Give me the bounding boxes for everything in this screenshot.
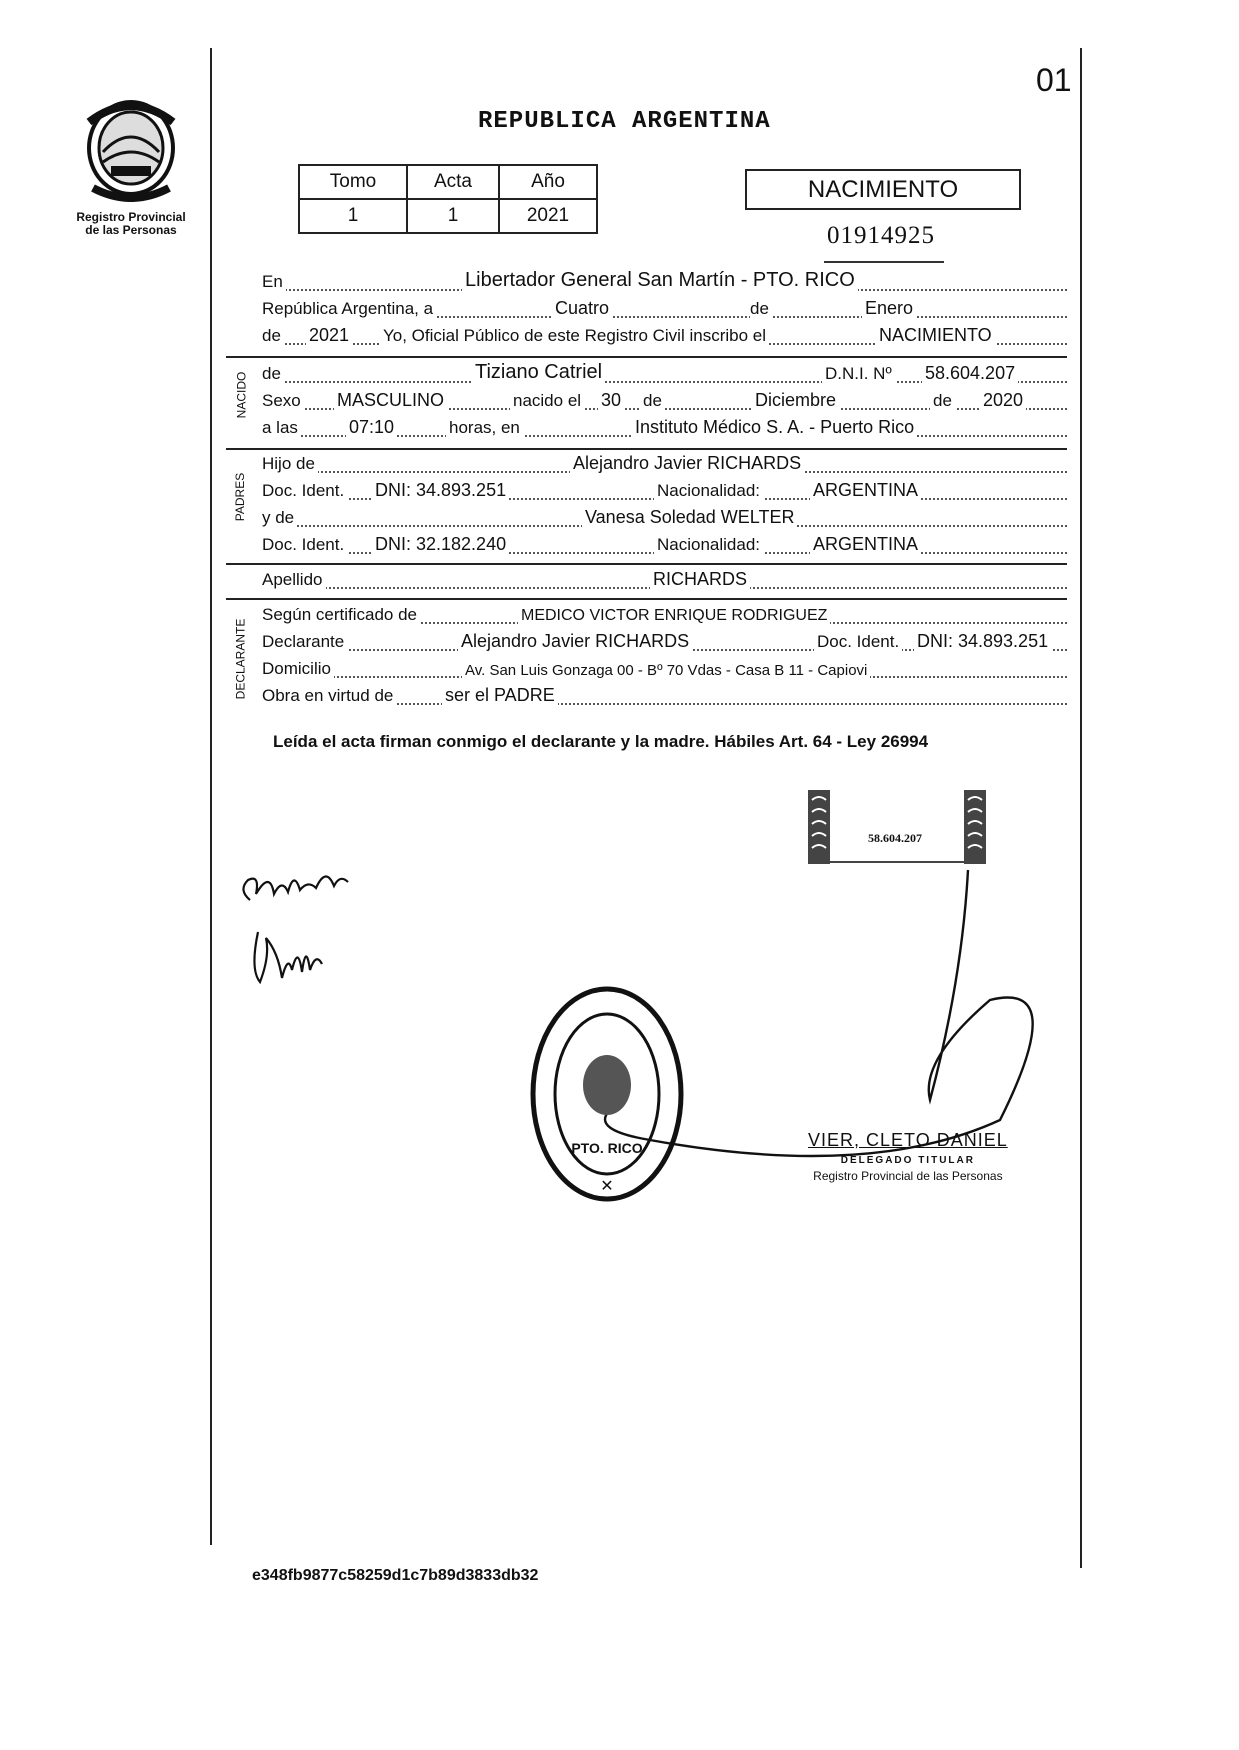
row-nacido-hora [262, 414, 1067, 441]
horas-en-label: horas, en [446, 418, 523, 438]
nacionalidad-label: Nacionalidad: [654, 535, 763, 555]
surname-value: RICHARDS [650, 569, 750, 590]
officer-block [808, 1130, 1008, 1183]
svg-text:✕: ✕ [600, 1178, 614, 1195]
acta-header: Acta [407, 165, 499, 199]
row-padre [262, 450, 1067, 477]
apellido-label: Apellido [262, 570, 326, 590]
nacido-section-label: NACIDO [234, 371, 249, 419]
de-label-5: de [930, 391, 955, 411]
logo-caption-line1: Registro Provincial [76, 210, 186, 224]
obra-label: Obra en virtud de [262, 686, 396, 706]
page-number: 01 [1036, 62, 1072, 98]
anio-value: 2021 [499, 199, 597, 233]
row-obra [262, 682, 1067, 709]
father-nationality-value: ARGENTINA [810, 480, 921, 501]
tomo-header: Tomo [299, 165, 407, 199]
closing-statement: Leída el acta firman conmigo el declarante y la madre. Hábiles Art. 64 - Ley 26994 [273, 732, 929, 751]
seal-center-text: PTO. RICO [571, 1140, 643, 1156]
acta-value: 1 [407, 199, 499, 233]
mother-name-value: Vanesa Soledad WELTER [582, 507, 797, 528]
row-republica [262, 295, 1067, 322]
sex-value: MASCULINO [334, 390, 447, 411]
left-margin-line [210, 48, 212, 1545]
record-type-box: NACIMIENTO [745, 169, 1021, 210]
padres-section-label: PADRES [233, 472, 248, 522]
sexo-label: Sexo [262, 391, 304, 411]
right-margin-line [1080, 48, 1082, 1568]
de-label-4: de [640, 391, 665, 411]
fingerprint-dni: 58.604.207 [868, 831, 922, 845]
a-las-label: a las [262, 418, 301, 438]
declarant-signature [243, 876, 348, 900]
mother-doc-value: DNI: 32.182.240 [372, 534, 509, 555]
en-label: En [262, 272, 286, 292]
anio-header: Año [499, 165, 597, 199]
dni-label: D.N.I. Nº [822, 364, 895, 384]
child-name-value: Tiziano Catriel [472, 361, 605, 384]
y-de-label: y de [262, 508, 297, 528]
declarante-section-label: DECLARANTE [233, 618, 248, 700]
row-en [262, 268, 1067, 295]
document-hash: e348fb9877c58259d1c7b89d3833db32 [252, 1567, 539, 1584]
day-text-value: Cuatro [552, 298, 612, 319]
birth-year-value: 2020 [980, 390, 1026, 411]
nacionalidad-label: Nacionalidad: [654, 481, 763, 501]
capacity-value: ser el PADRE [442, 685, 558, 706]
officer-name: VIER, CLETO DANIEL [808, 1130, 1008, 1150]
certificate-value: MEDICO VICTOR ENRIQUE RODRIGUEZ [518, 607, 830, 625]
document-title: REPUBLICA ARGENTINA [478, 108, 771, 135]
row-nacido-nombre [262, 360, 1067, 387]
father-doc-value: DNI: 34.893.251 [372, 480, 509, 501]
hijo-de-label: Hijo de [262, 454, 318, 474]
row-apellido [262, 566, 1067, 593]
serial-number: 01914925 [827, 222, 935, 249]
nacido-el-label: nacido el [510, 391, 584, 411]
birth-place-value: Instituto Médico S. A. - Puerto Rico [632, 417, 917, 438]
certificado-label: Según certificado de [262, 605, 420, 625]
fingerprint-block [808, 790, 986, 864]
declarant-name-value: Alejandro Javier RICHARDS [458, 631, 692, 652]
mother-nationality-value: ARGENTINA [810, 534, 921, 555]
de-label-3: de [262, 364, 284, 384]
tomo-value: 1 [299, 199, 407, 233]
row-year [262, 322, 1067, 349]
birth-day-value: 30 [598, 390, 624, 411]
row-padre-doc [262, 477, 1067, 504]
de-label-2: de [262, 326, 284, 346]
father-name-value: Alejandro Javier RICHARDS [570, 453, 804, 474]
row-madre-doc [262, 531, 1067, 558]
provincial-crest-icon [81, 92, 181, 202]
address-value: Av. San Luis Gonzaga 00 - Bº 70 Vdas - Casa B 11 - Capiovi [462, 662, 870, 679]
republica-label: República Argentina, a [262, 299, 436, 319]
year-value: 2021 [306, 325, 352, 346]
logo-caption-line2: de las Personas [85, 223, 177, 237]
domicilio-label: Domicilio [262, 659, 334, 679]
birth-time-value: 07:10 [346, 417, 397, 438]
row-declarante [262, 628, 1067, 655]
official-seal [530, 985, 685, 1203]
birth-month-value: Diciembre [752, 390, 839, 411]
doc-ident-label: Doc. Ident. [814, 632, 902, 652]
record-kind-value: NACIMIENTO [876, 325, 995, 346]
registry-seal-icon [530, 985, 685, 1203]
de-label-1: de [750, 299, 772, 319]
declarant-doc-value: DNI: 34.893.251 [914, 631, 1051, 652]
mother-signature [254, 932, 322, 982]
section-separator [226, 356, 1067, 358]
child-dni-value: 58.604.207 [922, 363, 1018, 384]
section-separator [226, 563, 1067, 565]
place-value: Libertador General San Martín - PTO. RICO [462, 269, 858, 292]
row-madre [262, 504, 1067, 531]
declarante-label: Declarante [262, 632, 347, 652]
row-nacido-sexo [262, 387, 1067, 414]
officer-organization: Registro Provincial de las Personas [813, 1169, 1003, 1183]
section-separator [226, 598, 1067, 600]
registrar-statement: Yo, Oficial Público de este Registro Civil inscribo el [380, 326, 769, 346]
row-certificado [262, 601, 1067, 628]
fingerprint-icon [808, 790, 986, 864]
row-domicilio [262, 655, 1067, 682]
registry-logo [60, 92, 202, 237]
month-text-value: Enero [862, 298, 916, 319]
officer-role: DELEGADO TITULAR [840, 1155, 975, 1166]
doc-ident-label: Doc. Ident. [262, 481, 347, 501]
doc-ident-label: Doc. Ident. [262, 535, 347, 555]
reference-table [298, 164, 598, 234]
serial-underline [824, 261, 944, 263]
